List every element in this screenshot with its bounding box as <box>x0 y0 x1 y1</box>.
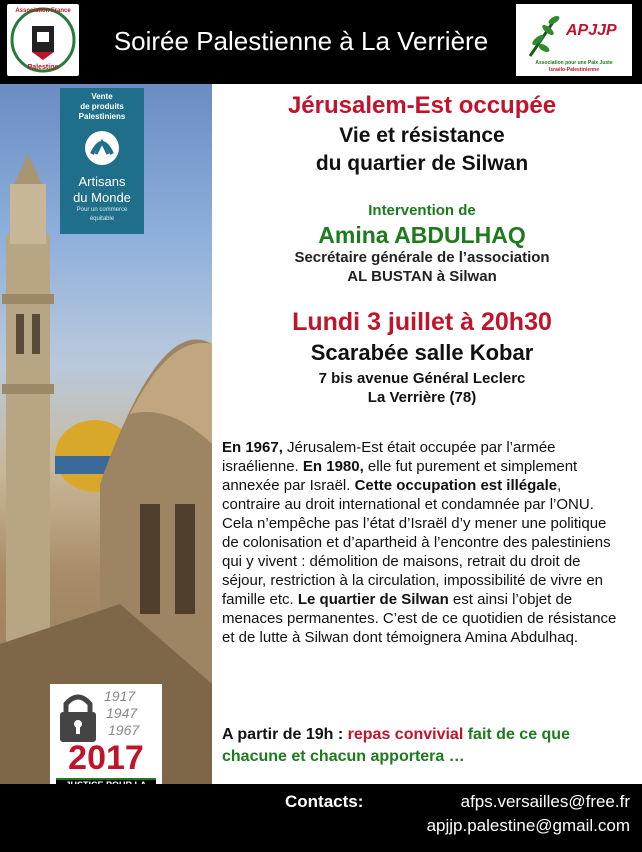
artisans-slogan1: Pour un commerce <box>76 207 128 213</box>
apjjp-logo <box>516 4 632 76</box>
jerusalem-photo <box>0 84 212 784</box>
poster-big-year: 2017 <box>68 739 144 777</box>
subtitle-line1: Vie et résistance <box>339 124 505 147</box>
description-paragraph <box>222 438 622 647</box>
text-1980: En 1980, <box>302 458 364 475</box>
intervention-label: Intervention de <box>368 202 476 219</box>
meal-notice <box>222 724 622 768</box>
speaker-role-line1: Secrétaire générale de l’association <box>294 249 550 266</box>
text-illegal: Cette occupation est illégale <box>354 477 558 494</box>
event-date: Lundi 3 juillet à 20h30 <box>292 308 552 336</box>
apjjp-sub: Israélo-Palestinienne <box>548 67 600 73</box>
speaker-role-line2: AL BUSTAN à Silwan <box>347 268 497 285</box>
page-title: Soirée Palestienne à La Verrière <box>113 26 489 56</box>
poster-year-1967: 1967 <box>108 722 140 738</box>
apjjp-tagline: Association pour une Paix Juste <box>535 60 613 66</box>
text-run-3: , contraire au droit international et condamnée par l’ONU. Cela n’empêche pas l’état d’Israël d’y mener une politique de colonisation et d’apartheid à l’encontre des palestiniens qui y vivent : démolition de maisons, retrait du droit de séjour, restriction à la circulation, impossibilité de vivre en famille etc. <box>222 477 611 608</box>
text-run-4: est ainsi l’objet de menaces permanentes. C’est de ce quotidien de résistance et de lutte à Silwan dont témoignera Amina Abdulhaq. <box>222 591 617 646</box>
artisans-slogan2: équitable <box>89 216 115 222</box>
artisans-brand1: Artisans <box>78 174 126 189</box>
afps-logo-line1: Association France <box>15 8 71 14</box>
artisans-line3: Palestiniens <box>78 112 126 121</box>
artisans-brand2: du Monde <box>73 190 131 205</box>
artisans-logo-icon <box>82 128 122 168</box>
text-silwan: Le quartier de Silwan <box>297 591 449 608</box>
event-venue: Scarabée salle Kobar <box>310 340 534 365</box>
poster-year-1947: 1947 <box>106 705 138 721</box>
subtitle-line2: du quartier de Silwan <box>315 152 529 175</box>
speaker-name: Amina ABDULHAQ <box>318 222 526 248</box>
meal-part3: fait de ce que chacune et chacun apportera … <box>222 726 570 765</box>
text-run-2: elle fut purement et simplement annexée par Israël. <box>222 458 578 494</box>
apjjp-name: APJJP <box>566 22 617 39</box>
artisans-du-monde-box <box>60 88 144 234</box>
headline: Jérusalem-Est occupée <box>287 92 557 119</box>
event-address-line1: 7 bis avenue Général Leclerc <box>318 370 526 387</box>
text-run-1: Jérusalem-Est était occupée par l’armée israélienne. <box>222 439 556 475</box>
meal-part2: repas convivial <box>347 726 464 743</box>
poster-year-1917: 1917 <box>104 688 136 704</box>
afps-logo-line2: Palestine <box>27 64 59 71</box>
afps-logo <box>7 4 79 76</box>
contact-email-afps[interactable]: afps.versailles@free.fr <box>460 792 630 811</box>
contact-email-apjjp[interactable]: apjjp.palestine@gmail.com <box>426 816 630 835</box>
artisans-line1: Vente <box>91 92 113 101</box>
padlock-icon <box>56 690 100 744</box>
artisans-line2: de produits <box>80 102 124 111</box>
text-1967: En 1967, <box>222 439 283 456</box>
contacts-label: Contacts: <box>285 792 364 811</box>
meal-part1: A partir de 19h : <box>222 726 348 743</box>
event-address-line2: La Verrière (78) <box>367 389 477 406</box>
